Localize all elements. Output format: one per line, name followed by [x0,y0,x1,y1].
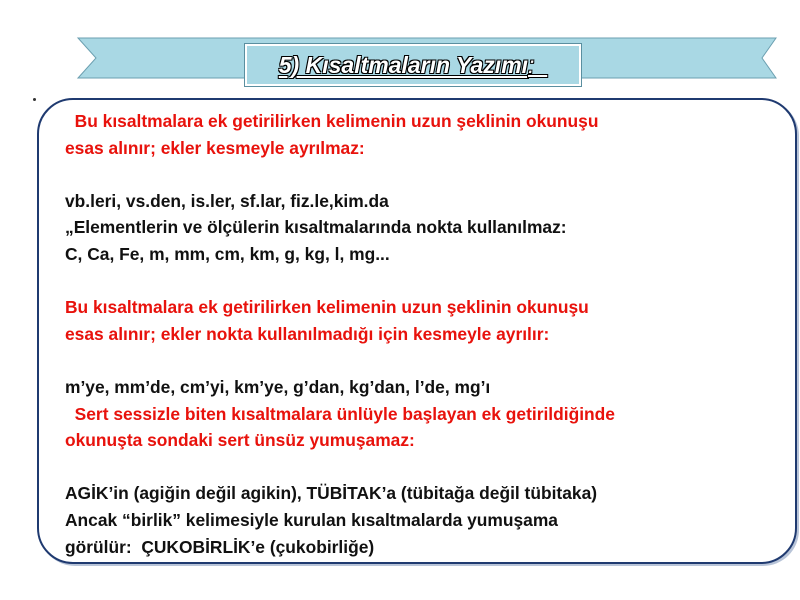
content-text [65,108,785,560]
bullet-dot [33,98,36,101]
rule-1-line-1: Bu kısaltmalara ek getirilirken kelimenin uzun şeklinin okunuşu [65,111,599,131]
rule-3-line-2: esas alınır; ekler nokta kullanılmadığı için kesmeyle ayrılır: [65,323,550,344]
rule-1-line-2: esas alınır; ekler kesmeyle ayrılmaz: [65,137,365,158]
note-line-2: görülür: ÇUKOBİRLİK’e (çukobirliğe) [65,536,375,557]
rule-3-line-1: Bu kısaltmalara ek getirilirken kelimenin uzun şeklinin okunuşu [65,297,589,318]
note-line-1: Ancak “birlik” kelimesiyle kurulan kısaltmalarda yumuşama [65,509,558,530]
slide-title-colon: : [528,51,548,78]
spacer [65,268,785,295]
rule-2: „Elementlerin ve ölçülerin kısaltmalarında nokta kullanılmaz: [65,217,567,238]
spacer [65,161,785,188]
rule-4-line-2: okunuşta sondaki sert ünsüz yumuşamaz: [65,430,415,451]
title-box [245,44,581,86]
spacer [65,454,785,481]
example-2: C, Ca, Fe, m, mm, cm, km, g, kg, l, mg... [65,243,390,264]
slide-title: 5) Kısaltmaların Yazımı [278,51,529,78]
rule-4-line-1: Sert sessizle biten kısaltmalara ünlüyle başlayan ek getirildiğinde [65,403,615,424]
spacer [65,347,785,374]
example-4: AGİK’in (agiğin değil agikin), TÜBİTAK’a (tübitağa değil tübitaka) [65,483,598,504]
example-1: vb.leri, vs.den, is.ler, sf.lar, fiz.le,kim.da [65,190,389,211]
example-3: m’ye, mm’de, cm’yi, km’ye, g’dan, kg’dan, l’de, mg’ı [65,376,491,397]
